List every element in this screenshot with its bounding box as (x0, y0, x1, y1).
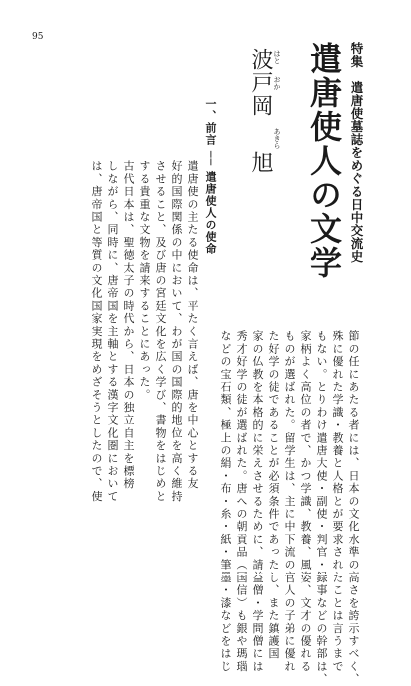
body-bottom-column: 節の任にあたる者には、日本の文化水準の高さを誇示すべく、 (347, 330, 360, 686)
body-top-column: する貴重な文物を請来することにあった。 (138, 160, 151, 402)
author-name (247, 48, 273, 174)
body-top-column: 古代日本は、聖徳太子の時代から、日本の独立自主を標榜 (122, 160, 135, 491)
author-family-name: 波戸岡 (248, 48, 273, 117)
author-given-name: 旭 (248, 151, 273, 174)
series-label: 特集 遣唐使墓誌をめぐる日中交流史 (349, 42, 364, 263)
body-bottom-column: た好学の徒であることが必須条件であったし、また鎮護国 (267, 330, 280, 661)
body-bottom-column: 殊に優れた学識・教養と人格とが要求されたことは言うまで (331, 330, 344, 673)
body-top-column: しながら、同時に、唐帝国を主軸とする漢字文化圏において (106, 160, 119, 503)
body-bottom-column: 家の仏教を本格的に栄えさせるために、請益僧・学問僧には (251, 330, 264, 673)
body-bottom-column: もない。とりわけ遣唐大使・副使・判官・録事などの幹部は、 (315, 330, 328, 686)
author-ruby-oka: おか (273, 76, 281, 90)
page-number: 95 (32, 32, 44, 42)
body-top-column: 好的国際関係の中において、わが国の国際的地位を高く維持 (170, 160, 183, 503)
article-title: 遣唐使人の文学 (305, 42, 343, 280)
section-heading: 一、前言 ── 遣唐使人の使命 (204, 98, 217, 255)
body-bottom-column: 秀才好学の徒が選ばれた。唐への朝貢品（国信）も銀や瑪瑙 (235, 330, 248, 673)
body-top-column: は、唐帝国と等質の文化国家実現をめざそうとしたので、使 (90, 160, 103, 503)
body-top-column: 遣唐使の主たる使命は、平たく言えば、唐を中心とする友 (186, 160, 199, 491)
author-ruby-akira: あきら (273, 128, 281, 149)
page-bottom-edge (28, 574, 388, 575)
body-bottom-column: などの宝石類、極上の絹・布・糸・紙・筆墨・漆などをはじ (219, 330, 232, 673)
body-bottom-column: 家柄よく高位の者で、かつ学識、教養、風姿、文才の優れる (299, 330, 312, 673)
author-ruby-hato: はと (273, 50, 281, 64)
body-bottom-column: ものが選ばれた。留学生は、主に中下流の官人の子弟に優れ (283, 330, 296, 673)
body-top-column: させること、及び唐の宮廷文化を広く学び、書物をはじめと (154, 160, 167, 503)
